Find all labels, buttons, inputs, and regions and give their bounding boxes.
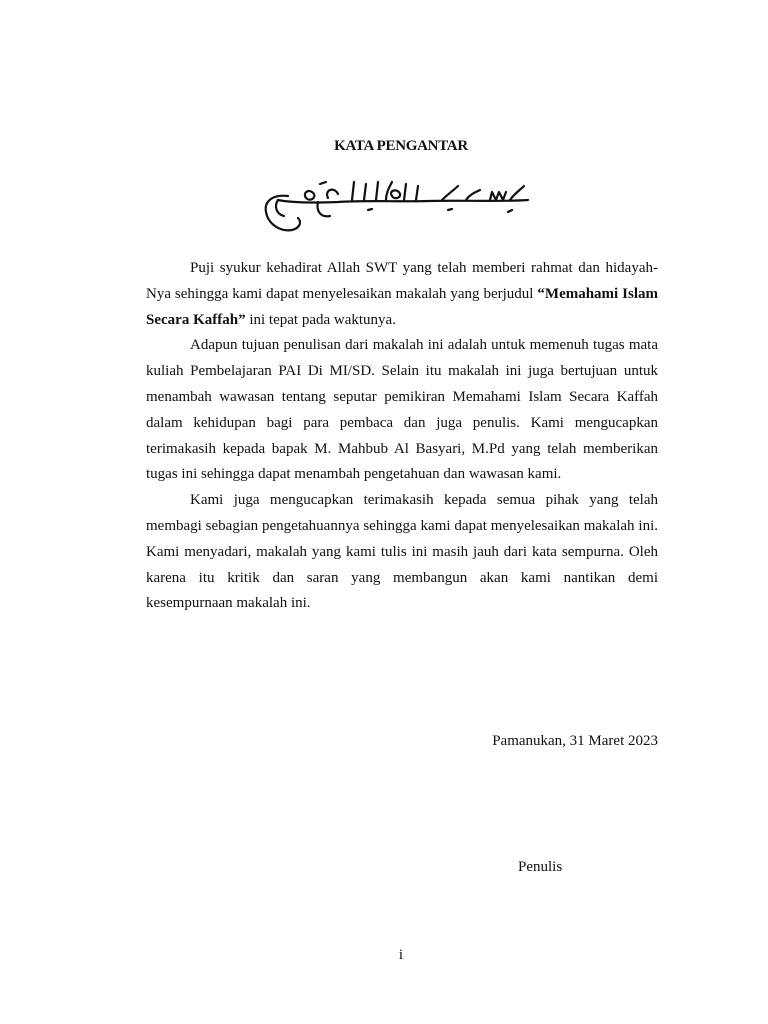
page-number: i xyxy=(398,947,404,963)
author-signature: Penulis xyxy=(518,859,563,875)
basmalah-calligraphy-icon xyxy=(258,176,538,238)
paragraph-1-tail: ini tepat pada waktunya. xyxy=(245,311,396,328)
paragraph-1-text: Puji syukur kehadirat Allah SWT yang telah memberi rahmat dan hidayah-Nya sehingga kami dapat menyelesaikan makalah yang berjudul xyxy=(146,260,658,302)
paragraph-3: Kami juga mengucapkan terimakasih kepada semua pihak yang telah membagi sebagian pengetahuannya sehingga kami dapat menyelesaikan makalah ini. Kami menyadari, makalah yang kami tulis ini masih jauh dari kata sempurna. Oleh karena itu kritik dan saran yang membangun akan kami nantikan demi kesempurnaan makalah ini. xyxy=(146,492,658,612)
paper-title-bold: “Memahami Islam Secara Kaffah” xyxy=(146,285,659,328)
body-text xyxy=(146,256,658,617)
paragraph-1 xyxy=(146,256,658,333)
place-date: Pamanukan, 31 Maret 2023 xyxy=(492,733,658,749)
page-title: KATA PENGANTAR xyxy=(334,138,468,154)
paragraph-2: Adapun tujuan penulisan dari makalah ini adalah untuk memenuh tugas mata kuliah Pembelajaran PAI Di MI/SD. Selain itu makalah ini juga bertujuan untuk menambah wawasan tentang seputar pemikiran Memahami Islam Secara Kaffah dalam kehidupan bagi para pembaca dan juga penulis. Kami mengucapkan terimakasih kepada bapak M. Mahbub Al Basyari, M.Pd yang telah memberikan tugas ini sehingga dapat menambah pengetahuan dan wawasan kami. xyxy=(146,337,658,483)
